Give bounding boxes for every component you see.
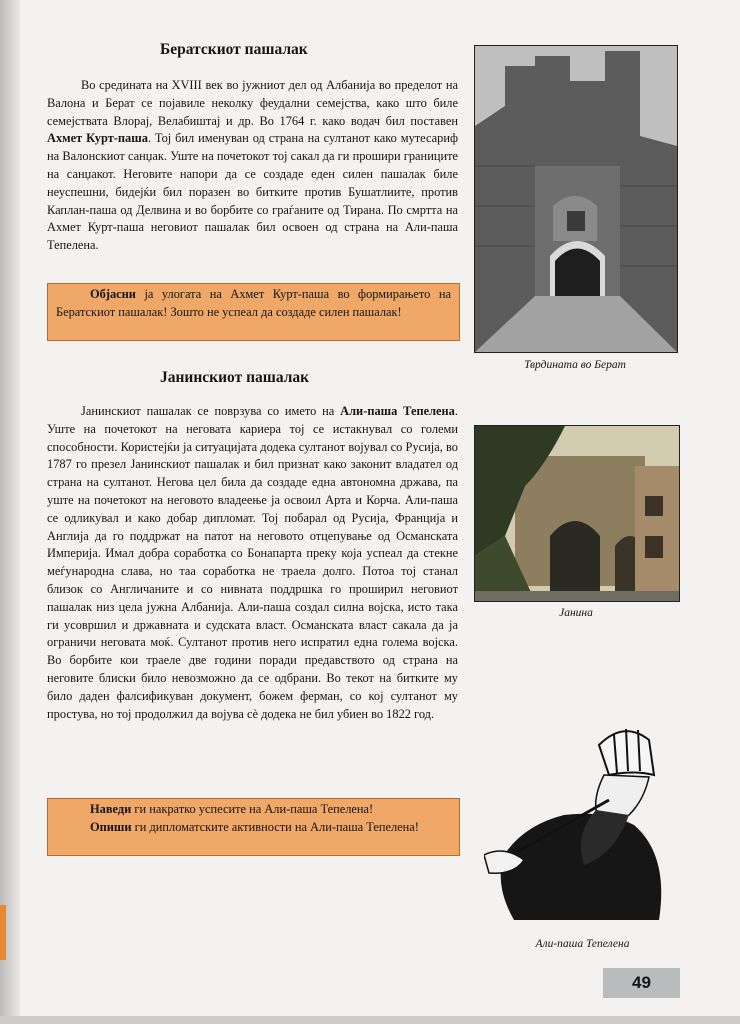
task-box-berat — [47, 283, 460, 341]
ioannina-photo — [474, 425, 680, 602]
page-bottom-edge — [0, 1016, 740, 1024]
text-run: Јанинскиот пашалак се поврзува со името на — [81, 404, 341, 418]
heading-berat-pashalik: Бератскиот пашалак — [160, 41, 308, 58]
text-run: . Уште на почетокот на неговата кариера тој се истакнувал со големи способности. Користејќи ја ситуацијата додека султанот војувал со Русија, во 1787 го презел Јанинскиот пашалак и бил признат како законит владател од страна на султанот. Негова цел била да создаде една автономна држава, па уште на почетокот на неговото владеење ја освоил Арта и Корча. Али-паша се одликувал и како добар дипломат. Тој побарал од Русија, Франција и Англија да го поддржат на патот на неговото отцепување од Османската Империја. Имал добра соработка со Бонапарта преку која успеал да стекне меѓународна слава, но таа соработка не траела долго. Потоа тој станал близок со Англичаните и со нивната поддршка го проширил неговиот пашалак низ цела јужна Албанија. Али-паша создал силна војска, исто така ги усовршил и државната и судската власт. Османската власт сакала да ја ограничи неговата моќ. Султанот против него испратил една голема војска. Во борбите кои траеле две години поради предавството од страна на неговите блиски било невозможно да се одбрани. Во текот на битките му било даден фалсификуван документ, божем ферман, со кој султанот му простува, но тој продолжил да војува сè додека не бил убиен во 1822 год. — [47, 404, 458, 721]
ioannina-caption: Јанина — [559, 607, 593, 619]
task-line — [56, 819, 451, 837]
bold-term: Али-паша Тепелена — [340, 404, 455, 418]
page-number: 49 — [603, 968, 680, 998]
text-run: Во средината на XVIII век во јужниот дел од Албанија во пределот на Валона и Берат се појавиле неколку феудални семејства, како што биле семејствата Влорај, Велабиштај и др. Во 1764 г. како водач бил поставен — [47, 78, 458, 128]
page-binding-edge — [0, 0, 20, 1024]
bold-term: Опиши — [90, 819, 132, 834]
heading-ioannina-pashalik: Јанинскиот пашалак — [160, 369, 310, 386]
paragraph-ioannina-pashalik — [47, 403, 458, 723]
ali-pasha-caption: Али-паша Тепелена — [535, 938, 630, 950]
bold-term: Наведи — [90, 802, 132, 816]
paragraph-berat-pashalik — [47, 77, 458, 255]
text-run: ги дипломатските активности на Али-паша Тепелена! — [131, 819, 419, 834]
ali-pasha-drawing — [484, 715, 674, 920]
task-box-ioannina — [47, 798, 460, 856]
text-run: . Тој бил именуван од страна на султанот како мутесариф на Валонскиот санџак. Уште на почетокот тој сакал да ги прошири границите на санџакот. Неговите напори да се создаде еден силен пашалак биле неуспешни, бидејќи бил поразен во битките против Бушатлиите, против Каплан-паша од Делвина и во борбите со граѓаните од Тирана. По смртта на Ахмет Курт-паша неговиот пашалак бил освоен од страна на Али-паша Тепелена. — [47, 131, 458, 253]
text-run: ја улогата на Ахмет Курт-паша во формирањето на Бератскиот пашалак! Зошто не успеал да создаде силен пашалак! — [56, 287, 451, 319]
fortress-photo — [474, 45, 678, 353]
bold-term: Објасни — [90, 287, 136, 301]
task-line — [56, 801, 451, 819]
page-tab-marker — [0, 905, 6, 960]
text-run: ги накратко успесите на Али-паша Тепелена! — [131, 802, 374, 816]
fortress-caption: Тврдината во Берат — [524, 359, 626, 371]
bold-term: Ахмет Курт-паша — [47, 131, 148, 146]
